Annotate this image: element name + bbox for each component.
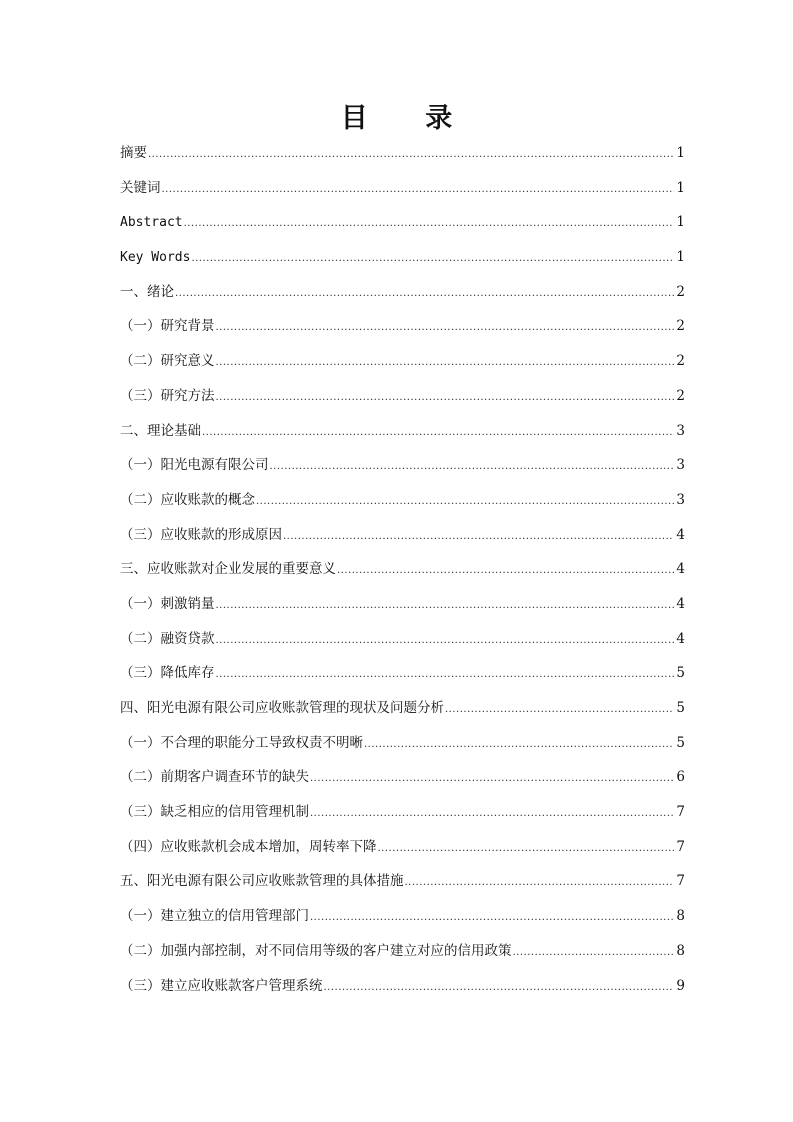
toc-entry[interactable] bbox=[120, 209, 685, 244]
dot-leader bbox=[310, 766, 674, 792]
toc-entry[interactable] bbox=[120, 313, 685, 348]
toc-entry-label: （二）前期客户调查环节的缺失 bbox=[120, 769, 309, 786]
toc-entry[interactable] bbox=[120, 452, 685, 487]
dot-leader bbox=[324, 975, 675, 1001]
dot-leader bbox=[364, 732, 674, 758]
toc-entry-label: （三）研究方法 bbox=[120, 387, 215, 404]
toc-entry-label: 关键词 bbox=[120, 179, 161, 196]
toc-entry[interactable] bbox=[120, 348, 685, 383]
dot-leader bbox=[202, 420, 674, 446]
toc-entry-label: 一、绪论 bbox=[120, 283, 174, 300]
toc-entry-label: （四）应收账款机会成本增加，周转率下降 bbox=[120, 838, 377, 855]
toc-entry-label: 五、阳光电源有限公司应收账款管理的具体措施 bbox=[120, 873, 404, 890]
toc-page-number: 2 bbox=[676, 318, 685, 335]
dot-leader bbox=[216, 662, 675, 688]
dot-leader bbox=[310, 801, 674, 827]
toc-entry[interactable] bbox=[120, 487, 685, 522]
toc-page-number: 4 bbox=[676, 526, 685, 543]
toc-page-number: 5 bbox=[676, 734, 685, 751]
dot-leader bbox=[378, 836, 675, 862]
dot-leader bbox=[191, 246, 674, 272]
toc-page-number: 1 bbox=[676, 145, 685, 161]
dot-leader bbox=[216, 350, 675, 376]
dot-leader bbox=[184, 211, 675, 237]
toc-page-number: 3 bbox=[676, 422, 685, 439]
dot-leader bbox=[148, 142, 674, 168]
toc-page-number: 7 bbox=[676, 838, 685, 855]
toc-entry-label: 四、阳光电源有限公司应收账款管理的现状及问题分析 bbox=[120, 700, 444, 716]
toc-entry-label: 三、应收账款对企业发展的重要意义 bbox=[120, 561, 336, 578]
toc-entry[interactable] bbox=[120, 626, 685, 661]
dot-leader bbox=[283, 524, 674, 550]
toc-page-number: 1 bbox=[676, 179, 685, 196]
toc-entry[interactable] bbox=[120, 244, 685, 279]
toc-entry[interactable] bbox=[120, 175, 685, 210]
dot-leader bbox=[513, 940, 675, 966]
toc-entry-label: （三）应收账款的形成原因 bbox=[120, 526, 282, 543]
toc-page-number: 7 bbox=[676, 804, 685, 821]
toc-entry[interactable] bbox=[120, 764, 685, 799]
toc-entry[interactable] bbox=[120, 556, 685, 591]
dot-leader bbox=[270, 454, 675, 480]
dot-leader bbox=[310, 905, 674, 931]
toc-entry-label: （二）研究意义 bbox=[120, 353, 215, 370]
dot-leader bbox=[445, 697, 674, 723]
toc-page-number: 2 bbox=[676, 283, 685, 300]
dot-leader bbox=[216, 593, 675, 619]
toc-page-number: 2 bbox=[676, 387, 685, 404]
toc-page-number: 4 bbox=[676, 630, 685, 647]
toc-entry[interactable] bbox=[120, 799, 685, 834]
toc-page-number: 2 bbox=[676, 353, 685, 370]
toc-page-number: 4 bbox=[676, 561, 685, 578]
toc-page-number: 5 bbox=[676, 665, 685, 682]
toc-entry[interactable] bbox=[120, 660, 685, 695]
toc-entry-label: （一）不合理的职能分工导致权责不明晰 bbox=[120, 734, 363, 751]
toc-entry[interactable] bbox=[120, 834, 685, 869]
toc-page-number: 1 bbox=[676, 214, 685, 231]
dot-leader bbox=[405, 870, 675, 896]
toc-title: 目 录 bbox=[340, 103, 477, 134]
toc-page-number: 9 bbox=[676, 977, 685, 994]
toc-entry[interactable] bbox=[120, 695, 685, 730]
toc-entry-label: （一）阳光电源有限公司 bbox=[120, 457, 269, 474]
toc-entry[interactable] bbox=[120, 973, 685, 1008]
toc-entry[interactable] bbox=[120, 868, 685, 903]
toc-entry-label: （二）应收账款的概念 bbox=[120, 491, 255, 508]
toc-entry-label: 二、理论基础 bbox=[120, 422, 201, 439]
table-of-contents bbox=[120, 140, 685, 1007]
toc-page-number: 4 bbox=[676, 595, 685, 612]
toc-entry[interactable] bbox=[120, 591, 685, 626]
toc-page-number: 5 bbox=[676, 700, 685, 716]
toc-page-number: 8 bbox=[676, 908, 685, 925]
toc-entry-label: （二）融资贷款 bbox=[120, 630, 215, 647]
dot-leader bbox=[337, 558, 674, 584]
toc-entry-label: （三）建立应收账款客户管理系统 bbox=[120, 977, 323, 994]
toc-page-number: 7 bbox=[676, 873, 685, 890]
toc-entry[interactable] bbox=[120, 730, 685, 765]
toc-entry-label: Abstract bbox=[120, 215, 183, 231]
toc-entry[interactable] bbox=[120, 140, 685, 175]
toc-entry-label: （一）研究背景 bbox=[120, 318, 215, 335]
dot-leader bbox=[216, 315, 675, 341]
toc-page-number: 8 bbox=[676, 942, 685, 959]
dot-leader bbox=[216, 628, 675, 654]
toc-entry-label: （一）刺激销量 bbox=[120, 595, 215, 612]
toc-entry[interactable] bbox=[120, 522, 685, 557]
toc-entry-label: （一）建立独立的信用管理部门 bbox=[120, 908, 309, 925]
toc-entry-label: （二）加强内部控制，对不同信用等级的客户建立对应的信用政策 bbox=[120, 942, 512, 959]
toc-entry-label: （三）降低库存 bbox=[120, 665, 215, 682]
dot-leader bbox=[162, 177, 675, 203]
dot-leader bbox=[256, 489, 674, 515]
toc-entry[interactable] bbox=[120, 418, 685, 453]
toc-page-number: 1 bbox=[676, 249, 685, 266]
dot-leader bbox=[216, 385, 675, 411]
toc-entry-label: 摘要 bbox=[120, 145, 147, 161]
toc-entry[interactable] bbox=[120, 279, 685, 314]
toc-entry-label: （三）缺乏相应的信用管理机制 bbox=[120, 804, 309, 821]
toc-entry[interactable] bbox=[120, 383, 685, 418]
toc-page-number: 6 bbox=[676, 769, 685, 786]
dot-leader bbox=[175, 281, 674, 307]
toc-page-number: 3 bbox=[676, 491, 685, 508]
toc-entry[interactable] bbox=[120, 938, 685, 973]
toc-page-number: 3 bbox=[676, 457, 685, 474]
toc-entry-label: Key Words bbox=[120, 250, 191, 266]
toc-entry[interactable] bbox=[120, 903, 685, 938]
